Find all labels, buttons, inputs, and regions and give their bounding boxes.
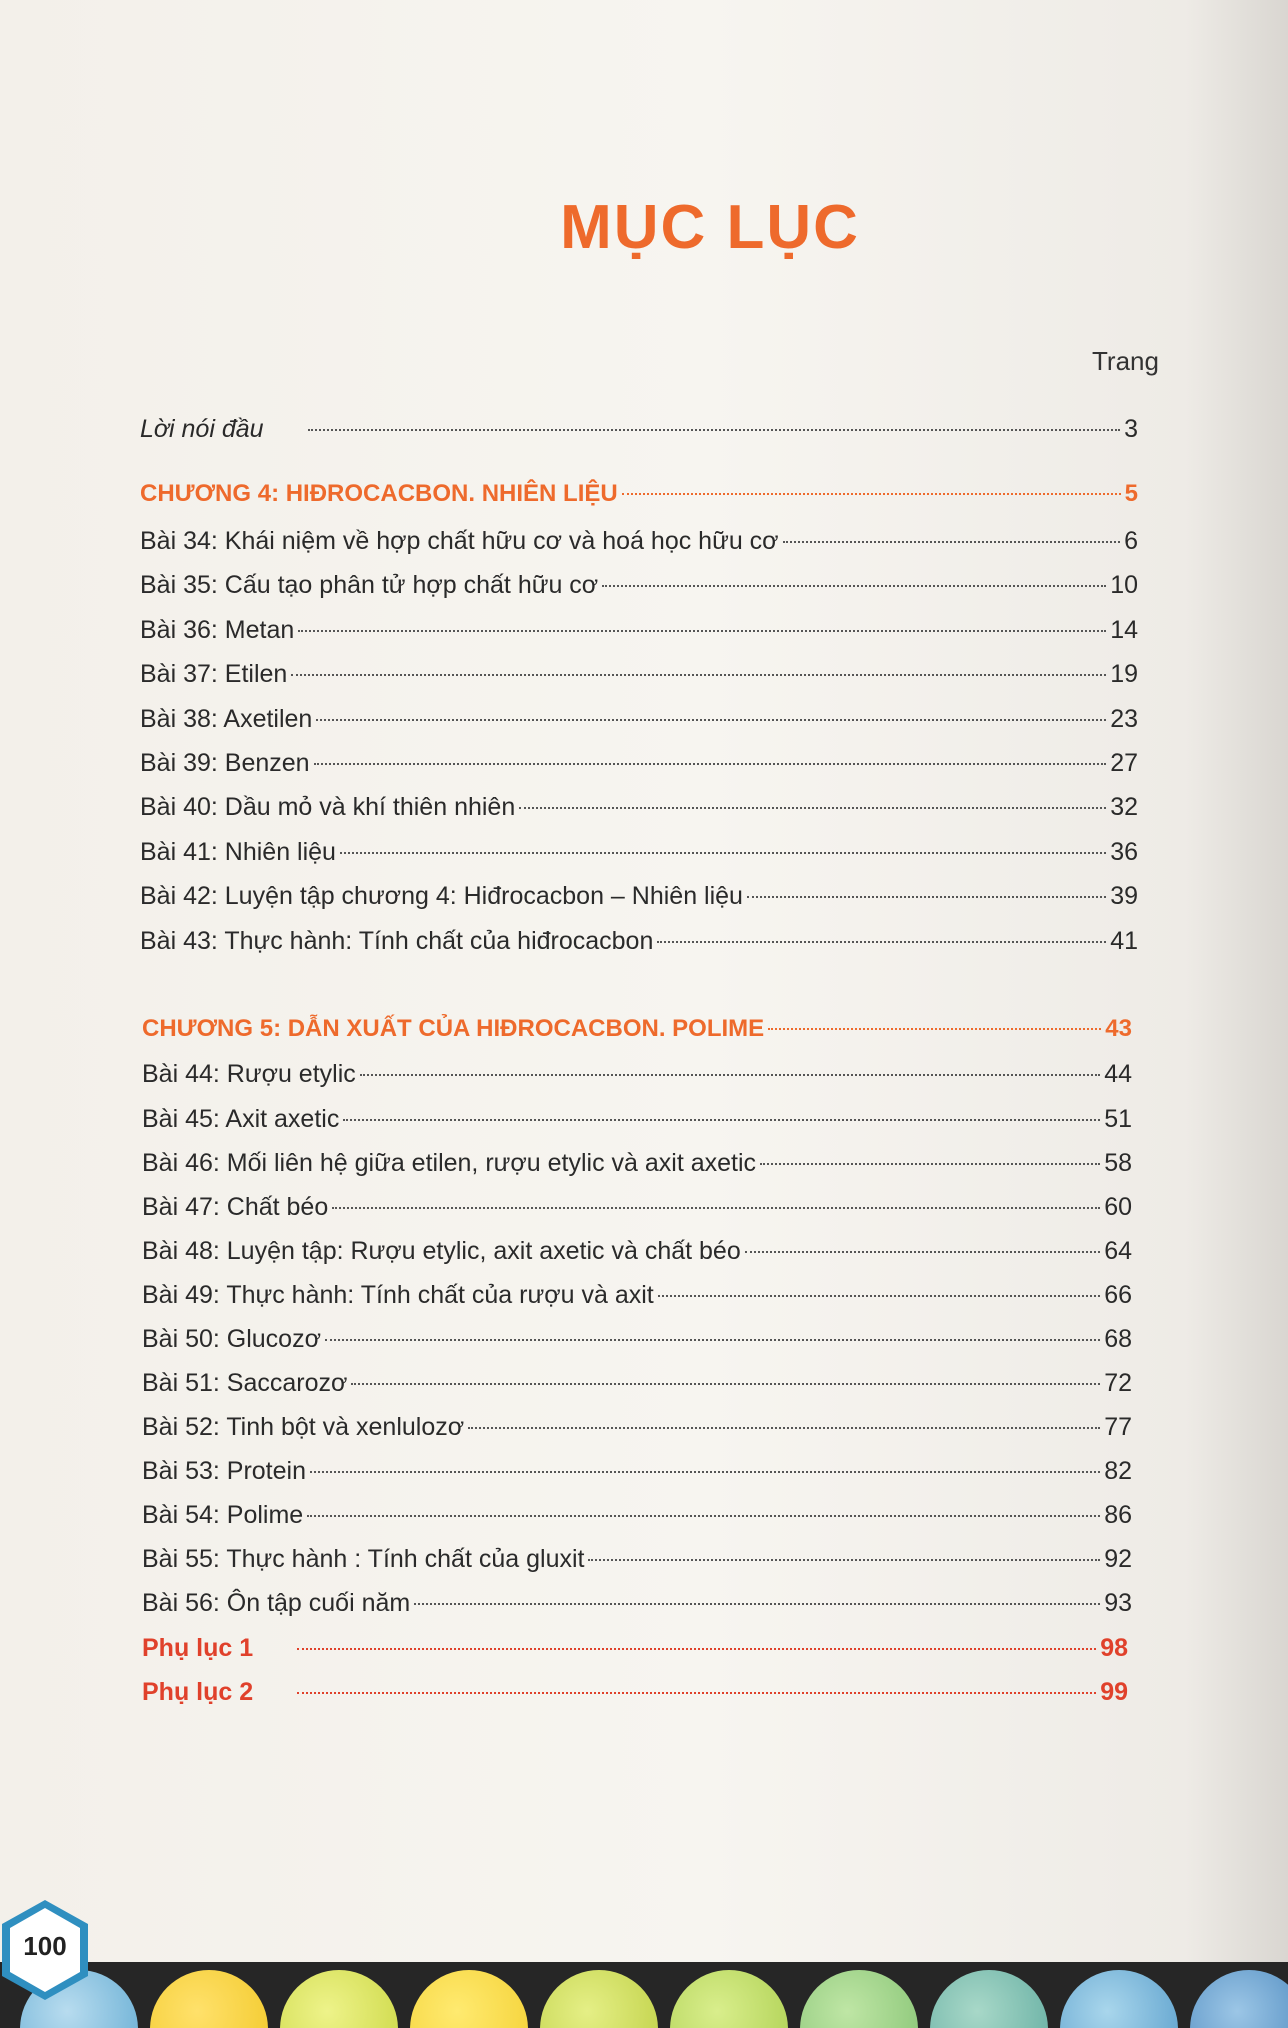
- dot-leader: [297, 1692, 1096, 1694]
- toc-entry-label: Bài 45: Axit axetic: [142, 1105, 340, 1133]
- toc-entry-label: Bài 47: Chất béo: [142, 1193, 329, 1221]
- toc-entry[interactable]: [142, 1190, 1132, 1224]
- page-column-header: Trang: [1092, 346, 1159, 376]
- toc-entry-page: 60: [1104, 1193, 1132, 1221]
- chapter-title: CHƯƠNG 4: HIĐROCACBON. NHIÊN LIỆU: [140, 480, 618, 507]
- toc-entry-page: 51: [1104, 1105, 1132, 1133]
- dot-leader: [745, 1251, 1100, 1253]
- toc-entry-label: Bài 52: Tinh bột và xenlulozơ: [142, 1413, 465, 1441]
- toc-entry-page: 27: [1110, 749, 1138, 777]
- toc-entry[interactable]: [142, 1454, 1132, 1488]
- toc-appendix-1[interactable]: [142, 1631, 1128, 1665]
- dot-leader: [310, 1471, 1100, 1473]
- dot-leader: [414, 1603, 1100, 1605]
- dot-leader: [316, 719, 1106, 721]
- dot-leader: [307, 1515, 1100, 1517]
- toc-entry-label: Bài 46: Mối liên hệ giữa etilen, rượu etylic và axit axetic: [142, 1149, 757, 1177]
- toc-entry-label: Bài 55: Thực hành : Tính chất của gluxit: [142, 1545, 585, 1573]
- toc-entry[interactable]: [140, 879, 1138, 913]
- toc-entry-label: Bài 39: Benzen: [140, 749, 310, 777]
- decorative-bottom-strip: [0, 1962, 1288, 2028]
- toc-entry-label: Bài 48: Luyện tập: Rượu etylic, axit axetic và chất béo: [142, 1237, 741, 1265]
- toc-entry[interactable]: [142, 1498, 1132, 1532]
- toc-entry[interactable]: [140, 613, 1138, 647]
- appendix-label: Phụ lục 1: [142, 1634, 254, 1662]
- toc-entry-page: 14: [1110, 616, 1138, 644]
- toc-entry-label: Bài 37: Etilen: [140, 660, 288, 688]
- toc-entry-page: 68: [1104, 1325, 1132, 1353]
- toc-entry-page: 23: [1110, 705, 1138, 733]
- toc-entry-label: Bài 54: Polime: [142, 1501, 304, 1529]
- toc-entry[interactable]: [142, 1586, 1132, 1620]
- dot-leader: [658, 1295, 1100, 1297]
- dot-leader: [760, 1163, 1100, 1165]
- toc-entry-page: 44: [1104, 1060, 1132, 1088]
- dot-leader: [588, 1559, 1100, 1561]
- chapter-page: 43: [1105, 1015, 1132, 1042]
- dot-leader: [298, 630, 1106, 632]
- toc-entry[interactable]: [140, 702, 1138, 736]
- toc-entry-page: 58: [1104, 1149, 1132, 1177]
- toc-entry-label: Bài 36: Metan: [140, 616, 295, 644]
- toc-entry[interactable]: [140, 746, 1138, 780]
- toc-entry[interactable]: [140, 790, 1138, 824]
- toc-entry-page: 32: [1110, 793, 1138, 821]
- dot-leader: [308, 429, 1121, 431]
- toc-entry-page: 93: [1104, 1589, 1132, 1617]
- toc-entry-page: 82: [1104, 1457, 1132, 1485]
- decorative-sphere: [150, 1970, 268, 2028]
- decorative-sphere: [410, 1970, 528, 2028]
- toc-entry-page: 3: [1124, 415, 1138, 443]
- toc-entry-page: 72: [1104, 1369, 1132, 1397]
- toc-entry-label: Bài 49: Thực hành: Tính chất của rượu và axit: [142, 1281, 654, 1309]
- toc-entry[interactable]: [140, 568, 1138, 602]
- decorative-sphere: [1060, 1970, 1178, 2028]
- appendix-label: Phụ lục 2: [142, 1678, 254, 1706]
- page-number: 100: [23, 1931, 67, 1961]
- toc-entry-label: Bài 42: Luyện tập chương 4: Hiđrocacbon – Nhiên liệu: [140, 882, 743, 910]
- toc-entry[interactable]: [142, 1322, 1132, 1356]
- toc-entry-page: 10: [1110, 571, 1138, 599]
- toc-entry-page: 39: [1110, 882, 1138, 910]
- page-title: MỤC LỤC: [560, 193, 860, 262]
- toc-entry-intro[interactable]: [140, 412, 1138, 446]
- dot-leader: [783, 541, 1121, 543]
- toc-entry-label: Bài 34: Khái niệm về hợp chất hữu cơ và hoá học hữu cơ: [140, 527, 779, 555]
- toc-entry-page: 41: [1110, 927, 1138, 955]
- decorative-sphere: [930, 1970, 1048, 2028]
- decorative-sphere: [800, 1970, 918, 2028]
- toc-entry-label: Bài 35: Cấu tạo phân tử hợp chất hữu cơ: [140, 571, 599, 599]
- toc-entry-label: Bài 56: Ôn tập cuối năm: [142, 1589, 411, 1617]
- toc-appendix-2[interactable]: [142, 1675, 1128, 1709]
- toc-entry[interactable]: [142, 1102, 1132, 1136]
- toc-entry-label: Lời nói đầu: [140, 415, 264, 443]
- dot-leader: [622, 493, 1121, 495]
- toc-entry-label: Bài 40: Dầu mỏ và khí thiên nhiên: [140, 793, 516, 821]
- dot-leader: [314, 763, 1107, 765]
- toc-entry-label: Bài 53: Protein: [142, 1457, 306, 1485]
- decorative-sphere: [280, 1970, 398, 2028]
- decorative-sphere: [540, 1970, 658, 2028]
- dot-leader: [332, 1207, 1100, 1209]
- toc-entry-page: 77: [1104, 1413, 1132, 1441]
- dot-leader: [360, 1074, 1100, 1076]
- toc-entry-page: 6: [1124, 527, 1138, 555]
- toc-entry[interactable]: [142, 1542, 1132, 1576]
- chapter-title: CHƯƠNG 5: DẪN XUẤT CỦA HIĐROCACBON. POLIME: [142, 1015, 765, 1042]
- toc-chapter-5[interactable]: [142, 1012, 1132, 1046]
- toc-entry[interactable]: [142, 1146, 1132, 1180]
- appendix-page: 98: [1100, 1634, 1128, 1662]
- dot-leader: [291, 674, 1106, 676]
- toc-entry[interactable]: [142, 1366, 1132, 1400]
- toc-entry-page: 86: [1104, 1501, 1132, 1529]
- dot-leader: [297, 1648, 1096, 1650]
- toc-chapter-4[interactable]: [140, 477, 1138, 511]
- toc-entry-page: 19: [1110, 660, 1138, 688]
- dot-leader: [351, 1383, 1100, 1385]
- toc-entry[interactable]: [142, 1410, 1132, 1444]
- decorative-sphere: [1190, 1970, 1288, 2028]
- dot-leader: [340, 852, 1106, 854]
- toc-entry-page: 66: [1104, 1281, 1132, 1309]
- dot-leader: [657, 941, 1106, 943]
- toc-entry-page: 92: [1104, 1545, 1132, 1573]
- dot-leader: [768, 1028, 1101, 1030]
- toc-entry[interactable]: [142, 1234, 1132, 1268]
- dot-leader: [747, 896, 1106, 898]
- toc-entry[interactable]: [140, 657, 1138, 691]
- toc-entry[interactable]: [140, 524, 1138, 558]
- toc-entry[interactable]: [140, 835, 1138, 869]
- toc-entry[interactable]: [142, 1278, 1132, 1312]
- appendix-page: 99: [1100, 1678, 1128, 1706]
- toc-entry-label: Bài 50: Glucozơ: [142, 1325, 321, 1353]
- dot-leader: [519, 807, 1106, 809]
- toc-entry-label: Bài 38: Axetilen: [140, 705, 313, 733]
- dot-leader: [602, 585, 1106, 587]
- toc-entry-page: 64: [1104, 1237, 1132, 1265]
- dot-leader: [325, 1339, 1100, 1341]
- toc-entry-label: Bài 44: Rượu etylic: [142, 1060, 356, 1088]
- decorative-sphere: [670, 1970, 788, 2028]
- chapter-page: 5: [1124, 480, 1138, 507]
- toc-entry-label: Bài 51: Saccarozơ: [142, 1369, 348, 1397]
- toc-entry-page: 36: [1110, 838, 1138, 866]
- dot-leader: [468, 1427, 1100, 1429]
- toc-entry[interactable]: [140, 924, 1138, 958]
- toc-entry-label: Bài 41: Nhiên liệu: [140, 838, 336, 866]
- toc-entry[interactable]: [142, 1057, 1132, 1091]
- dot-leader: [343, 1119, 1100, 1121]
- toc-entry-label: Bài 43: Thực hành: Tính chất của hiđrocacbon: [140, 927, 654, 955]
